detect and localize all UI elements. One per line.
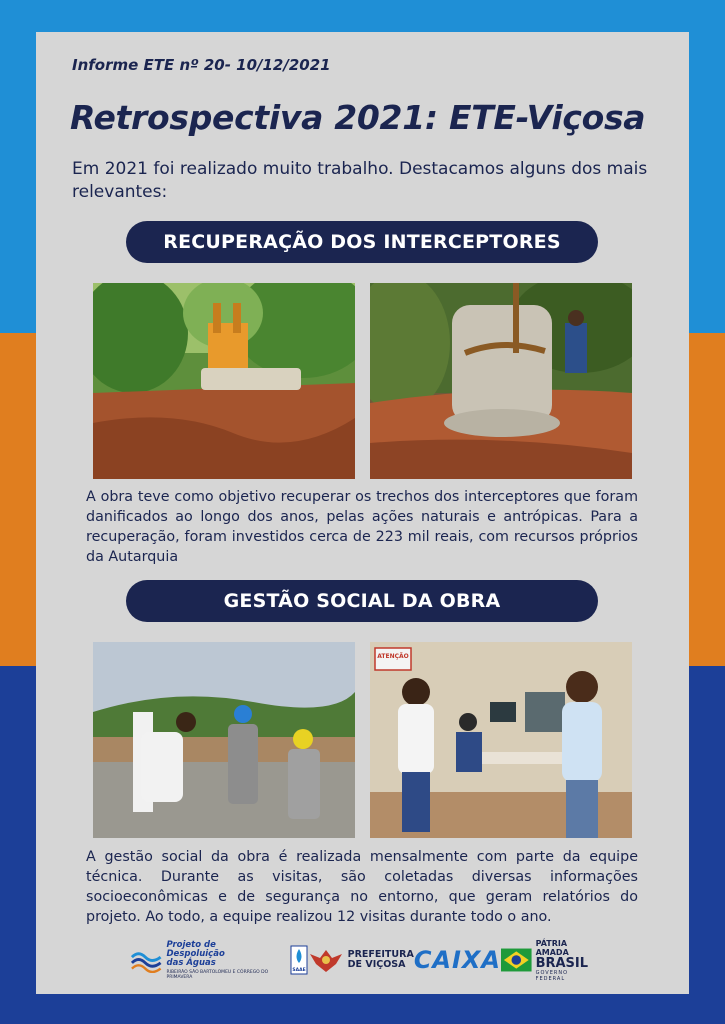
photo-sign-text: ATENÇÃO [377, 653, 409, 660]
photo-office-interview [370, 642, 632, 838]
logo-brasil-line2: BRASIL [535, 955, 589, 971]
logo-brasil-line1: PÁTRIA AMADA [535, 938, 569, 957]
logo-projeto-line1: Projeto de [166, 939, 216, 950]
logo-saae [290, 945, 308, 975]
photo-concrete-manhole [370, 283, 632, 479]
photo-field-visit [93, 642, 355, 838]
logo-governo-federal [501, 939, 600, 982]
sponsor-logos [130, 938, 600, 982]
logo-caixa [414, 946, 501, 974]
bulletin-number: Informe ETE nº 20- 10/12/2021 [72, 56, 331, 74]
logo-projeto-tag: RIBEIRÃO SÃO BARTOLOMEU E CÓRREGO DO PRIMAVERA [166, 969, 269, 980]
logo-brasil-line3: GOVERNO FEDERAL [535, 969, 569, 982]
logo-saae-text: SAAE [292, 968, 306, 973]
page-title: Retrospectiva 2021: ETE-Viçosa [70, 98, 646, 137]
logo-prefeitura-line1: PREFEITURA [347, 949, 414, 960]
logo-projeto-line3: das Águas [166, 957, 216, 968]
section-heading-interceptores: RECUPERAÇÃO DOS INTERCEPTORES [126, 221, 598, 263]
saae-drop-icon [290, 945, 308, 975]
section1-description: A obra teve como objetivo recuperar os trechos dos interceptores que foram danificados ao longo dos anos, pelas ações naturais e antrópicas. Para a recuperação, foram investidos cerca de 223 mil reais, com recursos próprios da Autarquia [86, 489, 638, 565]
logo-caixa-text: CAIXA [413, 946, 502, 974]
logo-prefeitura-vicosa [308, 946, 414, 974]
intro-text: Em 2021 foi realizado muito trabalho. Destacamos alguns dos mais relevantes: [72, 159, 648, 202]
water-wave-icon [130, 947, 163, 973]
logo-projeto-despoluicao [130, 941, 290, 980]
section-heading-gestao-social: GESTÃO SOCIAL DA OBRA [126, 580, 598, 622]
coat-of-arms-icon [308, 946, 344, 974]
logo-prefeitura-line2: DE VIÇOSA [347, 959, 406, 970]
section2-description: A gestão social da obra é realizada mensalmente com parte da equipe técnica. Durante as visitas, são coletadas diversas informações socioeconômicas e de segurança no entorno, que geram relatórios do projeto. Ao todo, a equipe realizou 12 visitas durante todo o ano. [86, 849, 638, 925]
brazil-flag-icon [501, 948, 532, 972]
photo-excavator-pipe [93, 283, 355, 479]
logo-projeto-line2: Despoluição [166, 948, 225, 959]
